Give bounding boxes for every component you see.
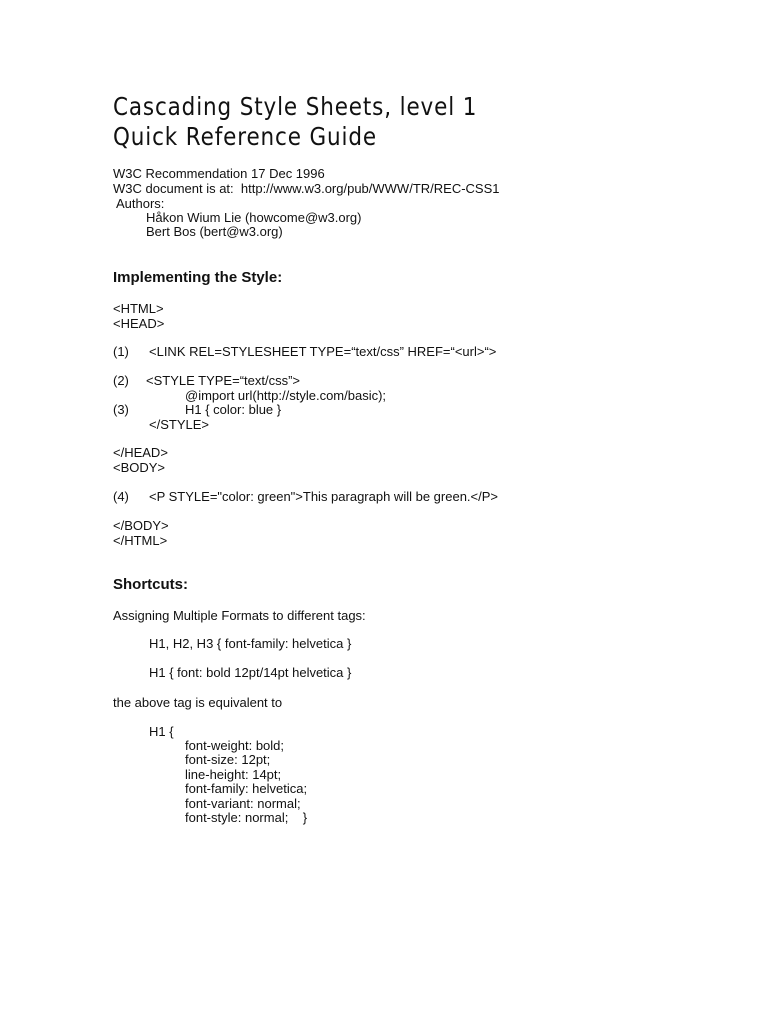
code-html-open: <HTML> [113,301,164,316]
item-1-code: <LINK REL=STYLESHEET TYPE=“text/css” HREF=“<url>“> [149,344,497,359]
property-line: font-style: normal; } [185,810,308,825]
recommendation-date: W3C Recommendation 17 Dec 1996 [113,166,325,181]
code-html-close: </HTML> [113,533,168,548]
property-line: font-weight: bold; [185,738,285,753]
code-body-close: </BODY> [113,518,169,533]
author-2: Bert Bos (bert@w3.org) [146,224,283,239]
author-1: Håkon Wium Lie (howcome@w3.org) [146,210,362,225]
code-style-close: </STYLE> [149,417,209,432]
item-4-code: <P STYLE="color: green">This paragraph will be green.</P> [149,489,499,504]
item-1-number: (1) [113,344,129,359]
property-line: font-family: helvetica; [185,781,308,796]
h1-block-open: H1 { [149,724,174,739]
item-4-number: (4) [113,489,129,504]
equivalent-note: the above tag is equivalent to [113,695,283,710]
authors-label: Authors: [116,196,165,211]
property-line: font-variant: normal; [185,796,301,811]
document-title-line-1: Cascading Style Sheets, level 1 [113,92,478,121]
property-line: line-height: 14pt; [185,767,282,782]
code-body-open: <BODY> [113,460,166,475]
shortcuts-heading: Shortcuts: [113,576,188,593]
item-3-number: (3) [113,402,129,417]
shortcuts-intro: Assigning Multiple Formats to different tags: [113,608,366,623]
item-2-code: <STYLE TYPE=“text/css”> [146,373,301,388]
shortcut-example-1: H1, H2, H3 { font-family: helvetica } [149,636,352,651]
import-line: @import url(http://style.com/basic); [185,388,387,403]
property-line: font-size: 12pt; [185,752,271,767]
shortcut-example-2: H1 { font: bold 12pt/14pt helvetica } [149,665,352,680]
item-2-number: (2) [113,373,129,388]
implementing-heading: Implementing the Style: [113,269,283,286]
document-title-line-2: Quick Reference Guide [113,122,377,151]
item-3-code: H1 { color: blue } [185,402,282,417]
code-head-open: <HEAD> [113,316,165,331]
code-head-close: </HEAD> [113,445,168,460]
document-location: W3C document is at: http://www.w3.org/pub/WWW/TR/REC-CSS1 [113,181,500,196]
